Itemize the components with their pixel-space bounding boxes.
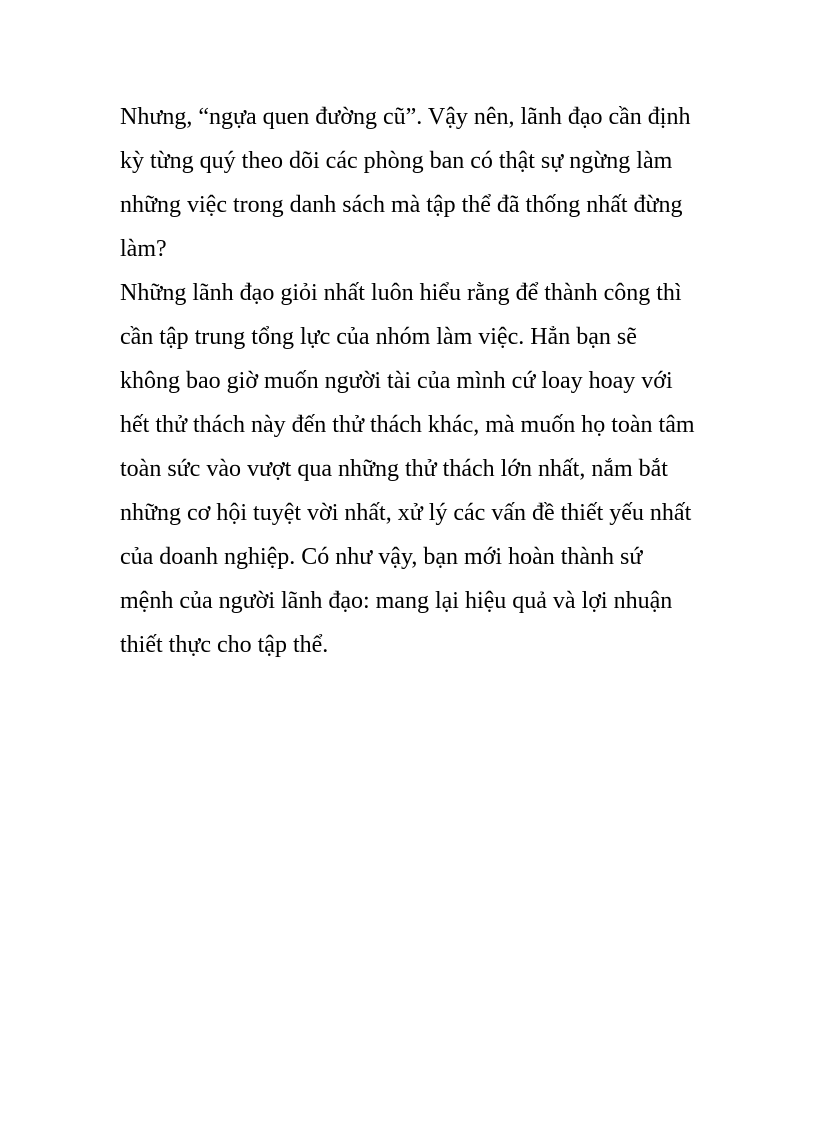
text-line: làm? xyxy=(120,236,167,262)
text-line: những việc trong danh sách mà tập thể đã thống nhất đừng xyxy=(120,192,683,218)
text-line: không bao giờ muốn người tài của mình cứ loay hoay với xyxy=(120,368,673,394)
text-line: hết thử thách này đến thử thách khác, mà muốn họ toàn tâm xyxy=(120,412,695,438)
text-line: kỳ từng quý theo dõi các phòng ban có thật sự ngừng làm xyxy=(120,148,673,174)
document-body xyxy=(120,95,710,667)
paragraph-1 xyxy=(120,95,710,271)
text-line: cần tập trung tổng lực của nhóm làm việc. Hẳn bạn sẽ xyxy=(120,324,637,350)
paragraph-2 xyxy=(120,271,710,667)
text-line: Những lãnh đạo giỏi nhất luôn hiểu rằng để thành công thì xyxy=(120,280,682,306)
text-line: những cơ hội tuyệt vời nhất, xử lý các vấn đề thiết yếu nhất xyxy=(120,500,692,526)
text-line: toàn sức vào vượt qua những thử thách lớn nhất, nắm bắt xyxy=(120,456,668,482)
text-line: của doanh nghiệp. Có như vậy, bạn mới hoàn thành sứ xyxy=(120,544,643,570)
text-line: Nhưng, “ngựa quen đường cũ”. Vậy nên, lãnh đạo cần định xyxy=(120,104,691,130)
text-line: mệnh của người lãnh đạo: mang lại hiệu quả và lợi nhuận xyxy=(120,588,673,614)
text-line: thiết thực cho tập thể. xyxy=(120,632,329,658)
